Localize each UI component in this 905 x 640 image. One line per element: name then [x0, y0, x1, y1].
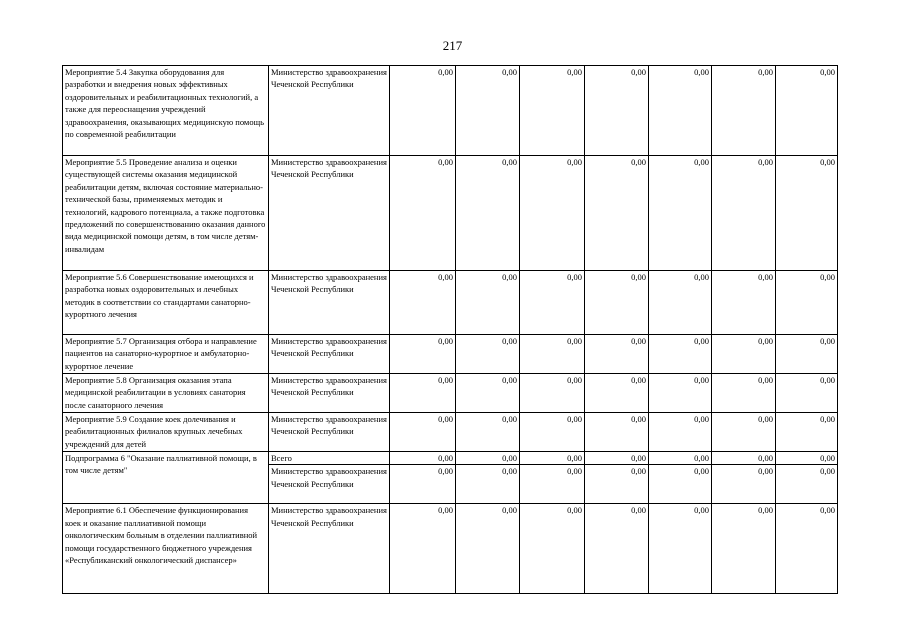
value-cell: 0,00: [390, 504, 456, 594]
value-cell: 0,00: [649, 452, 712, 465]
table-row: [63, 335, 838, 374]
value-cell: 0,00: [649, 335, 712, 374]
value-cell: 0,00: [456, 271, 520, 335]
value-cell: 0,00: [712, 335, 776, 374]
value-cell: 0,00: [649, 413, 712, 452]
value-cell: 0,00: [390, 413, 456, 452]
value-cell: 0,00: [456, 335, 520, 374]
value-cell: 0,00: [776, 66, 838, 156]
value-cell: 0,00: [776, 271, 838, 335]
value-cell: 0,00: [390, 66, 456, 156]
value-cell: 0,00: [585, 156, 649, 271]
value-cell: 0,00: [712, 413, 776, 452]
value-cell: 0,00: [456, 452, 520, 465]
table-row: [63, 413, 838, 452]
executor-cell: Министерство здравоохранения Чеченской Республики: [269, 504, 390, 594]
table-row: [63, 374, 838, 413]
value-cell: 0,00: [585, 271, 649, 335]
value-cell: 0,00: [776, 504, 838, 594]
value-cell: 0,00: [776, 156, 838, 271]
value-cell: 0,00: [390, 465, 456, 504]
value-cell: 0,00: [585, 374, 649, 413]
value-cell: 0,00: [649, 66, 712, 156]
value-cell: 0,00: [712, 156, 776, 271]
program-activities-table: [62, 65, 838, 594]
value-cell: 0,00: [456, 156, 520, 271]
activity-cell: Мероприятие 5.8 Организация оказания этапа медицинской реабилитации в условиях санатория после санаторного лечения: [63, 374, 269, 413]
value-cell: 0,00: [776, 452, 838, 465]
value-cell: 0,00: [520, 413, 585, 452]
activity-cell: Мероприятие 5.7 Организация отбора и направление пациентов на санаторно-курортное и амбулаторно-курортное лечение: [63, 335, 269, 374]
value-cell: 0,00: [712, 465, 776, 504]
value-cell: 0,00: [712, 66, 776, 156]
executor-cell: Министерство здравоохранения Чеченской Республики: [269, 413, 390, 452]
value-cell: 0,00: [520, 156, 585, 271]
value-cell: 0,00: [520, 335, 585, 374]
value-cell: 0,00: [390, 271, 456, 335]
activity-cell: Мероприятие 5.4 Закупка оборудования для разработки и внедрения новых эффективных оздоровительных и реабилитационных технологий, а также для переоснащения учреждений здравоохранения, оказывающих медицинскую помощь по современной реабилитации: [63, 66, 269, 156]
value-cell: 0,00: [456, 504, 520, 594]
value-cell: 0,00: [649, 156, 712, 271]
subprogram-title-cell: Подпрограмма 6 "Оказание паллиативной помощи, в том числе детям": [63, 452, 269, 504]
value-cell: 0,00: [712, 452, 776, 465]
executor-cell: Министерство здравоохранения Чеченской Республики: [269, 335, 390, 374]
executor-cell: Министерство здравоохранения Чеченской Республики: [269, 66, 390, 156]
value-cell: 0,00: [456, 374, 520, 413]
value-cell: 0,00: [776, 465, 838, 504]
value-cell: 0,00: [649, 504, 712, 594]
value-cell: 0,00: [585, 452, 649, 465]
value-cell: 0,00: [456, 413, 520, 452]
executor-cell: Министерство здравоохранения Чеченской Республики: [269, 156, 390, 271]
value-cell: 0,00: [520, 271, 585, 335]
activity-cell: Мероприятие 5.9 Создание коек долечивания и реабилитационных филиалов крупных лечебных учреждений для детей: [63, 413, 269, 452]
subprogram-total-row: [63, 452, 838, 465]
value-cell: 0,00: [585, 504, 649, 594]
value-cell: 0,00: [390, 335, 456, 374]
page-number: 217: [442, 38, 463, 53]
value-cell: 0,00: [712, 374, 776, 413]
table-row: [63, 271, 838, 335]
value-cell: 0,00: [585, 335, 649, 374]
total-label-cell: Всего: [269, 452, 390, 465]
value-cell: 0,00: [649, 271, 712, 335]
value-cell: 0,00: [585, 66, 649, 156]
value-cell: 0,00: [776, 374, 838, 413]
value-cell: 0,00: [776, 335, 838, 374]
value-cell: 0,00: [776, 413, 838, 452]
value-cell: 0,00: [520, 66, 585, 156]
executor-cell: Министерство здравоохранения Чеченской Республики: [269, 465, 390, 504]
executor-cell: Министерство здравоохранения Чеченской Республики: [269, 374, 390, 413]
value-cell: 0,00: [390, 452, 456, 465]
table-row: [63, 156, 838, 271]
value-cell: 0,00: [712, 504, 776, 594]
table-row: [63, 66, 838, 156]
activity-cell: Мероприятие 5.5 Проведение анализа и оценки существующей системы оказания медицинской реабилитации детям, включая состояние материально-технической базы, применяемых методик и технологий, кадрового потенциала, а также подготовка предложений по совершенствованию оказания данного вида медицинской помощи детям, в том числе детям-инвалидам: [63, 156, 269, 271]
value-cell: 0,00: [520, 465, 585, 504]
value-cell: 0,00: [520, 504, 585, 594]
value-cell: 0,00: [390, 156, 456, 271]
value-cell: 0,00: [585, 413, 649, 452]
value-cell: 0,00: [456, 465, 520, 504]
activity-cell: Мероприятие 6.1 Обеспечение функционирования коек и оказание паллиативной помощи онкологическим больным в отделении паллиативной помощи государственного бюджетного учреждения «Республиканский онкологический диспансер»: [63, 504, 269, 594]
value-cell: 0,00: [585, 465, 649, 504]
value-cell: 0,00: [390, 374, 456, 413]
activity-cell: Мероприятие 5.6 Совершенствование имеющихся и разработка новых оздоровительных и лечебных методик в соответствии со стандартами санаторно-курортного лечения: [63, 271, 269, 335]
value-cell: 0,00: [520, 452, 585, 465]
value-cell: 0,00: [520, 374, 585, 413]
value-cell: 0,00: [456, 66, 520, 156]
value-cell: 0,00: [649, 374, 712, 413]
value-cell: 0,00: [712, 271, 776, 335]
table-row: [63, 504, 838, 594]
executor-cell: Министерство здравоохранения Чеченской Республики: [269, 271, 390, 335]
value-cell: 0,00: [649, 465, 712, 504]
